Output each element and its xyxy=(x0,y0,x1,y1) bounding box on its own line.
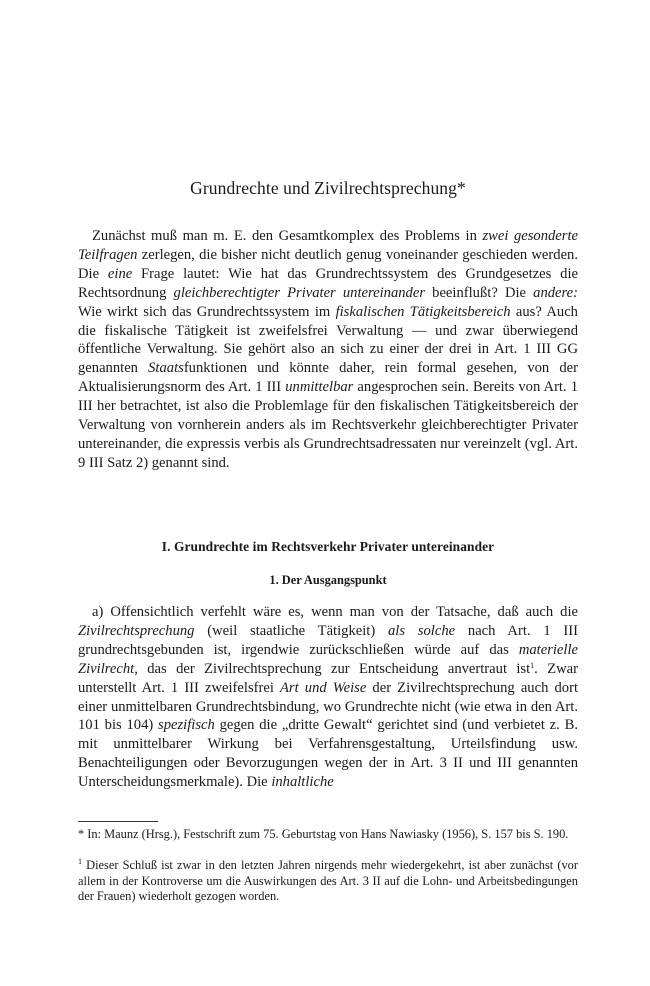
text-run: , das der Zivilrechtsprechung zur Entscheidung anvertraut ist xyxy=(134,660,531,677)
text-run: angesprochen sein. Bereits von Art. 1 III her betrachtet, ist also die Problemlage für den fiskalischen Tätigkeitsbereich der Verwaltung von vornherein anders als im Rechtsverkehr gleichberechtigter Privater untereinander, die expressis verbis als Grundrechtsadressaten nur vereinzelt (vgl. Art. 9 III Satz 2) genannt sind. xyxy=(78,379,578,471)
paragraph-2-text xyxy=(78,604,578,790)
text-run: nach Art. 1 III grundrechtsgebunden ist, irgendwie zurückschließen würde auf das xyxy=(78,622,578,658)
italic-run: inhaltliche xyxy=(271,774,334,791)
footnote-1-text: * In: Maunz (Hrsg.), Festschrift zum 75. Geburtstag von Hans Nawiasky (1956), S. 157 bis S. 190. xyxy=(78,827,569,841)
footnote-2-text: Dieser Schluß ist zwar in den letzten Jahren nirgends mehr wiedergekehrt, ist aber zunächst (vor allem in der Kontroverse um die Auswirkungen des Art. 3 II auf die Lohn- und Arbeitsbedingungen der Frauen) wiederholt gezogen worden. xyxy=(78,858,578,904)
text-run: Frage lautet: Wie hat das Grundrechtssystem des Grundgesetzes die Rechtsordnung xyxy=(78,265,578,301)
text-run: funktionen und könnte daher, rein formal gesehen, von der Aktualisierungsnorm des Art. 1 III xyxy=(78,360,579,396)
italic-run: zwei gesonderte Teilfragen xyxy=(78,228,578,263)
subsection-heading: 1. Der Ausgangspunkt xyxy=(269,573,387,587)
italic-run: materielle Zivilrecht xyxy=(78,641,578,677)
paragraph-1-text xyxy=(78,228,578,471)
footnote-2-marker: 1 xyxy=(78,857,82,866)
italic-run: Art und Weise xyxy=(280,679,367,696)
italic-run: Zivilrechtsprechung xyxy=(78,622,195,639)
italic-run: unmittelbar xyxy=(285,379,354,396)
footnote-2 xyxy=(78,858,578,905)
italic-run: spezifisch xyxy=(158,717,215,734)
page-title: Grundrechte und Zivilrechtsprechung* xyxy=(190,178,466,198)
body-paragraph-1 xyxy=(78,227,578,473)
section-heading: I. Grundrechte im Rechtsverkehr Privater untereinander xyxy=(161,539,495,554)
text-run: Wie wirkt sich das Grundrechtssystem im xyxy=(78,303,336,320)
footnote-reference: 1 xyxy=(530,660,535,670)
text-run: (weil staatliche Tätigkeit) xyxy=(194,622,388,639)
text-run: a) Offensichtlich verfehlt wäre es, wenn man von der Tatsache, daß auch die xyxy=(92,604,578,620)
footnote-1 xyxy=(78,827,578,843)
italic-run: gleichberechtigter Privater untereinander xyxy=(173,284,426,301)
italic-run: fiskalischen Tätigkeitsbereich xyxy=(335,303,511,320)
text-run: aus? Auch die fiskalische Tätigkeit ist zweifelsfrei Verwaltung — und zwar überwiegend öffentliche Verwaltung. Sie gehört also an sich zu einer der drei in Art. 1 III GG genannten xyxy=(78,303,578,377)
body-paragraph-2 xyxy=(78,603,578,792)
text-run: der Zivilrechtsprechung auch dort einer unmittelbaren Grundrechtsbindung, wo Grundrechte nicht (wie etwa in den Art. 101 bis 104) xyxy=(78,679,579,734)
footnote-divider xyxy=(78,821,158,822)
text-run: zerlegen, die bisher nicht deutlich genug voneinander geschieden werden. Die xyxy=(78,246,578,282)
italic-run: Staats xyxy=(148,360,184,377)
italic-run: andere: xyxy=(533,284,578,301)
text-run: beeinflußt? Die xyxy=(425,284,534,301)
text-run: gegen die „dritte Gewalt“ gerichtet sind (und verbietet z. B. mit unmittelbarer Wirkung bei Verfahrensgestaltung, Urteilsfindung usw. Benachteiligungen oder Bevorzugungen wegen der in Art. 3 II und III genannten Unterscheidungsmerkmale). Die xyxy=(78,717,578,791)
text-run: Zunächst muß man m. E. den Gesamtkomplex des Problems in xyxy=(92,228,483,244)
italic-run: als solche xyxy=(388,622,456,639)
text-run: . Zwar unterstellt Art. 1 III zweifelsfrei xyxy=(78,660,578,696)
italic-run: eine xyxy=(107,265,133,282)
document-page xyxy=(78,0,578,986)
